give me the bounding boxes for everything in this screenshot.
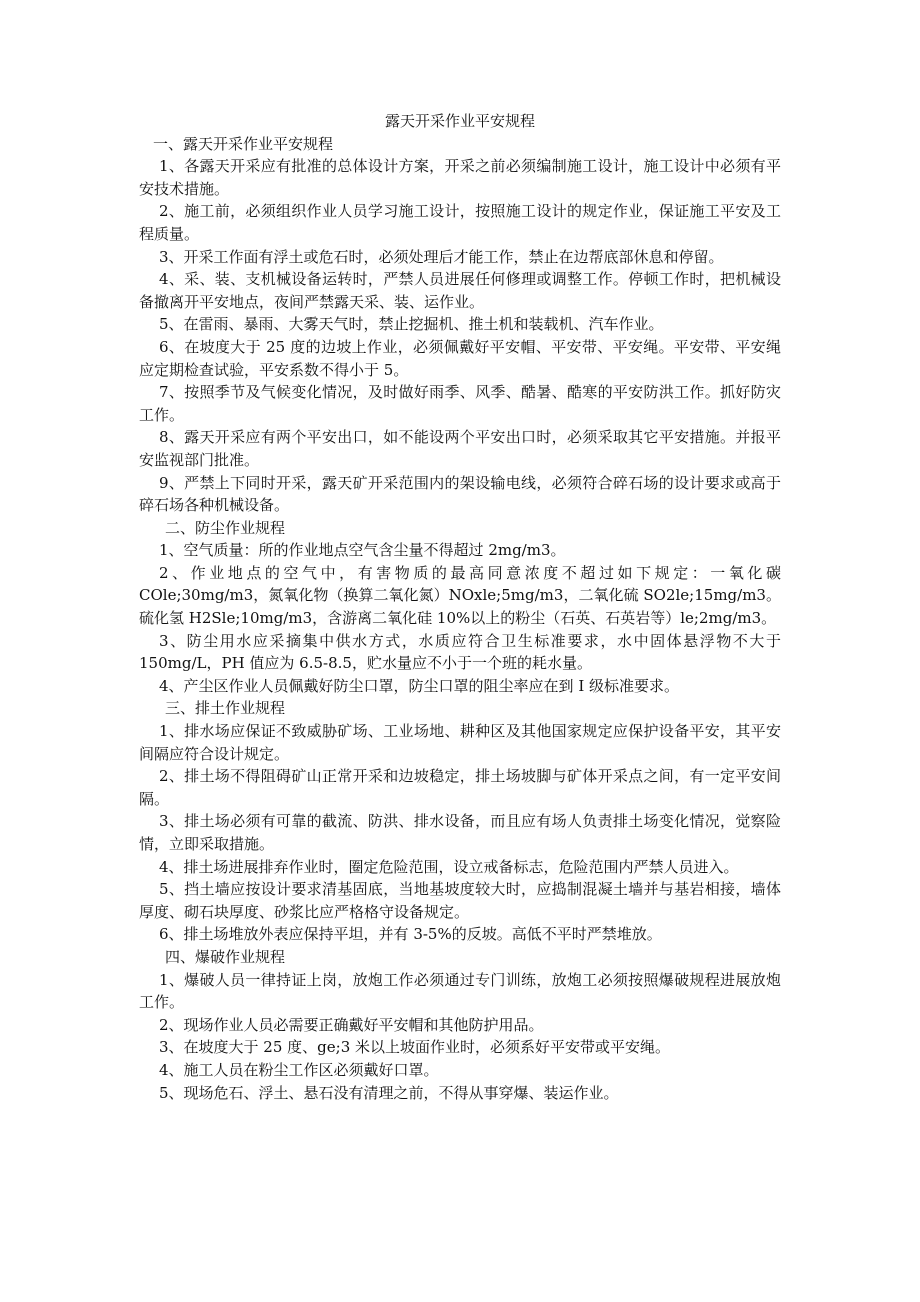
paragraph: 1、爆破人员一律持证上岗，放炮工作必须通过专门训练，放炮工必须按照爆破规程进展放炮工作。 [139, 970, 781, 1012]
paragraph: 3、在坡度大于 25 度、ge;3 米以上坡面作业时，必须系好平安带或平安绳。 [159, 1038, 671, 1057]
document-title: 露天开采作业平安规程 [384, 112, 535, 130]
paragraph: 2、现场作业人员必需要正确戴好平安帽和其他防护用品。 [159, 1015, 544, 1034]
paragraph: 1、空气质量：所的作业地点空气含尘量不得超过 2mg/m3。 [159, 541, 566, 560]
paragraph: 2、排土场不得阻碍矿山正常开采和边坡稳定，排土场坡脚与矿体开采点之间，有一定平安间隔。 [139, 767, 781, 808]
paragraph: 7、按照季节及气候变化情况，及时做好雨季、风季、酷暑、酷寒的平安防洪工作。抓好防灾工作。 [139, 383, 781, 424]
paragraph: 4、采、装、支机械设备运转时，严禁人员进展任何修理或调整工作。停顿工作时，把机械设备撤离开平安地点，夜间严禁露天采、装、运作业。 [139, 270, 781, 311]
paragraph: 2、施工前，必须组织作业人员学习施工设计，按照施工设计的规定作业，保证施工平安及工程质量。 [139, 202, 781, 243]
paragraph: 2、作业地点的空气中，有害物质的最高同意浓度不超过如下规定：一氧化碳 COle;30mg/m3，氮氧化物（换算二氧化氮）NOxle;5mg/m3，二氧化硫 SO2le;15mg/m3。硫化氢 H2Sle;10mg/m3，含游离二氧化硅 10%以上的粉尘（石英、石英岩等）le;2mg/m3。 [139, 563, 781, 628]
paragraph: 6、排土场堆放外表应保持平坦，并有 3-5%的反坡。高低不平时严禁堆放。 [159, 925, 662, 944]
paragraph: 4、施工人员在粉尘工作区必须戴好口罩。 [159, 1060, 439, 1079]
paragraph: 1、各露天开采应有批准的总体设计方案，开采之前必须编制施工设计，施工设计中必须有平安技术措施。 [139, 157, 781, 198]
section-heading: 三、排土作业规程 [165, 699, 286, 718]
paragraph: 5、在雷雨、暴雨、大雾天气时，禁止挖掘机、推土机和装载机、汽车作业。 [159, 315, 664, 334]
document-page [139, 110, 781, 1104]
paragraph: 8、露天开采应有两个平安出口，如不能设两个平安出口时，必须采取其它平安措施。并报平安监视部门批准。 [139, 428, 781, 469]
section-blasting [139, 946, 781, 1104]
paragraph: 3、防尘用水应采摘集中供水方式，水质应符合卫生标准要求，水中固体悬浮物不大于 150mg/L，PH 值应为 6.5-8.5，贮水量应不小于一个班的耗水量。 [139, 631, 781, 673]
section-open-pit-mining [139, 133, 781, 517]
section-dust-prevention [139, 517, 781, 698]
section-heading: 二、防尘作业规程 [165, 518, 286, 537]
paragraph: 4、排土场进展排弃作业时，圈定危险范围，设立戒备标志，危险范围内严禁人员进入。 [159, 857, 739, 876]
paragraph: 3、排土场必须有可靠的截流、防洪、排水设备，而且应有场人负责排土场变化情况，觉察险情，立即采取措施。 [139, 812, 781, 853]
section-heading: 四、爆破作业规程 [165, 947, 286, 966]
section-dumping [139, 697, 781, 946]
paragraph: 9、严禁上下同时开采，露天矿开采范围内的架设输电线，必须符合碎石场的设计要求或高于碎石场各种机械设备。 [139, 473, 781, 515]
paragraph: 1、排水场应保证不致威胁矿场、工业场地、耕种区及其他国家规定应保护设备平安，其平安间隔应符合设计规定。 [139, 722, 781, 763]
paragraph: 3、开采工作面有浮土或危石时，必须处理后才能工作，禁止在边帮底部休息和停留。 [159, 247, 724, 266]
paragraph: 5、现场危石、浮土、悬石没有清理之前，不得从事穿爆、装运作业。 [159, 1083, 619, 1102]
paragraph: 4、产尘区作业人员佩戴好防尘口罩，防尘口罩的阻尘率应在到 I 级标准要求。 [159, 676, 680, 695]
paragraph: 5、挡土墙应按设计要求清基固底，当地基坡度较大时，应捣制混凝土墙并与基岩相接，墙体厚度、砌石块厚度、砂浆比应严格格守设备规定。 [139, 880, 781, 921]
section-heading: 一、露天开采作业平安规程 [153, 134, 334, 153]
paragraph: 6、在坡度大于 25 度的边坡上作业，必须佩戴好平安帽、平安带、平安绳。平安带、平安绳应定期检查试验，平安系数不得小于 5。 [139, 337, 781, 379]
